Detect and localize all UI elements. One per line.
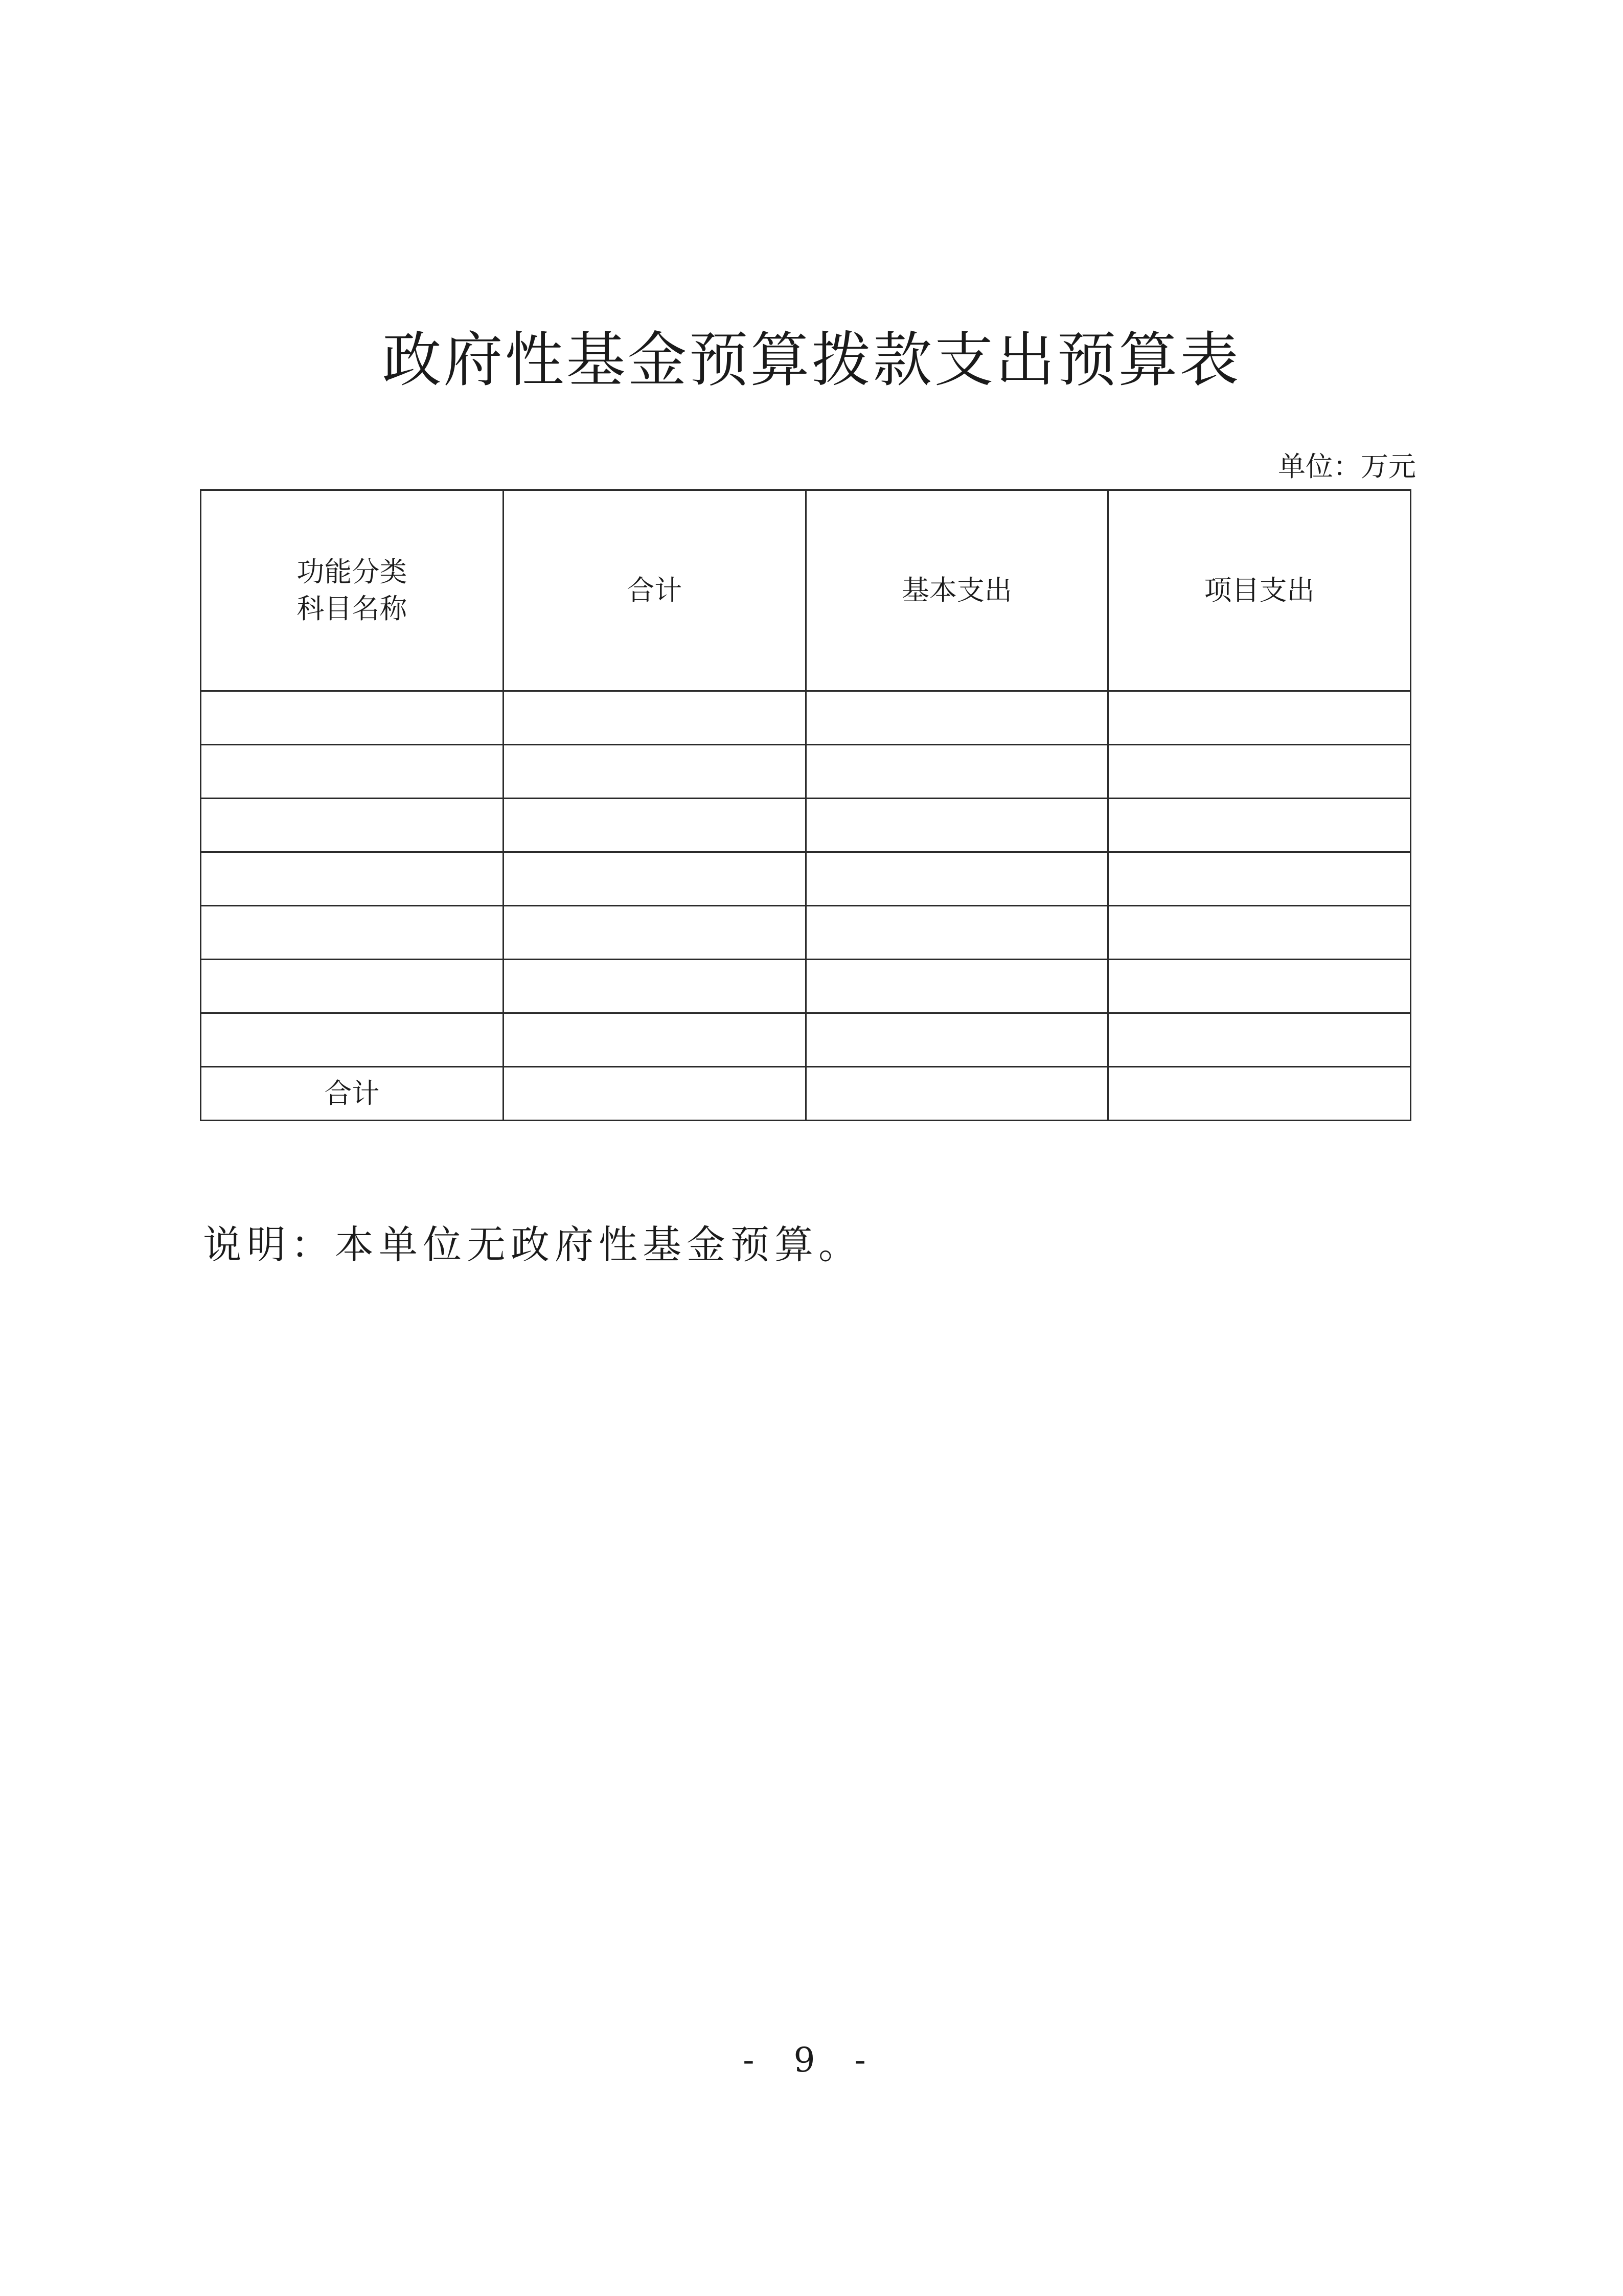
table-cell bbox=[1108, 906, 1411, 960]
header-function-category-line1: 功能分类 bbox=[296, 556, 407, 588]
table-row bbox=[201, 960, 1411, 1013]
table-cell bbox=[806, 852, 1108, 906]
table-cell bbox=[201, 745, 504, 799]
table-cell bbox=[503, 745, 806, 799]
table-cell bbox=[201, 1013, 504, 1067]
unit-label: 单位：万元 bbox=[1278, 450, 1416, 483]
table-cell bbox=[201, 960, 504, 1013]
table-cell bbox=[1108, 1067, 1411, 1121]
header-basic-expenditure: 基本支出 bbox=[806, 490, 1108, 691]
header-project-expenditure: 项目支出 bbox=[1108, 490, 1411, 691]
header-function-category bbox=[201, 490, 504, 691]
table-cell bbox=[503, 799, 806, 852]
table-header-row bbox=[201, 490, 1411, 691]
table-cell bbox=[806, 1013, 1108, 1067]
table-cell bbox=[1108, 691, 1411, 745]
table-cell bbox=[1108, 745, 1411, 799]
table-cell bbox=[201, 691, 504, 745]
table-cell bbox=[806, 691, 1108, 745]
table-cell bbox=[806, 1067, 1108, 1121]
table-cell bbox=[1108, 1013, 1411, 1067]
table-row bbox=[201, 799, 1411, 852]
table-cell bbox=[201, 799, 504, 852]
table-row bbox=[201, 691, 1411, 745]
table-cell bbox=[503, 1013, 806, 1067]
table-cell bbox=[806, 960, 1108, 1013]
total-label-cell: 合计 bbox=[201, 1067, 504, 1121]
table-cell bbox=[806, 799, 1108, 852]
table-cell bbox=[1108, 960, 1411, 1013]
table-cell bbox=[503, 691, 806, 745]
header-function-category-line2: 科目名称 bbox=[296, 593, 407, 625]
table-row bbox=[201, 852, 1411, 906]
table-cell bbox=[1108, 852, 1411, 906]
table-cell bbox=[806, 745, 1108, 799]
budget-table bbox=[200, 489, 1411, 1121]
table-cell bbox=[806, 906, 1108, 960]
table-cell bbox=[201, 906, 504, 960]
page-title: 政府性基金预算拨款支出预算表 bbox=[382, 326, 1241, 395]
table-cell bbox=[503, 906, 806, 960]
page-number: - 9 - bbox=[743, 2040, 880, 2080]
table-total-row bbox=[201, 1067, 1411, 1121]
table-cell bbox=[1108, 799, 1411, 852]
table-row bbox=[201, 745, 1411, 799]
table-cell bbox=[503, 852, 806, 906]
table-row bbox=[201, 906, 1411, 960]
table-cell bbox=[503, 1067, 806, 1121]
table-cell bbox=[201, 852, 504, 906]
table-cell bbox=[503, 960, 806, 1013]
explanatory-note: 说明：本单位无政府性基金预算。 bbox=[203, 1222, 862, 1267]
header-total: 合计 bbox=[503, 490, 806, 691]
table-row bbox=[201, 1013, 1411, 1067]
